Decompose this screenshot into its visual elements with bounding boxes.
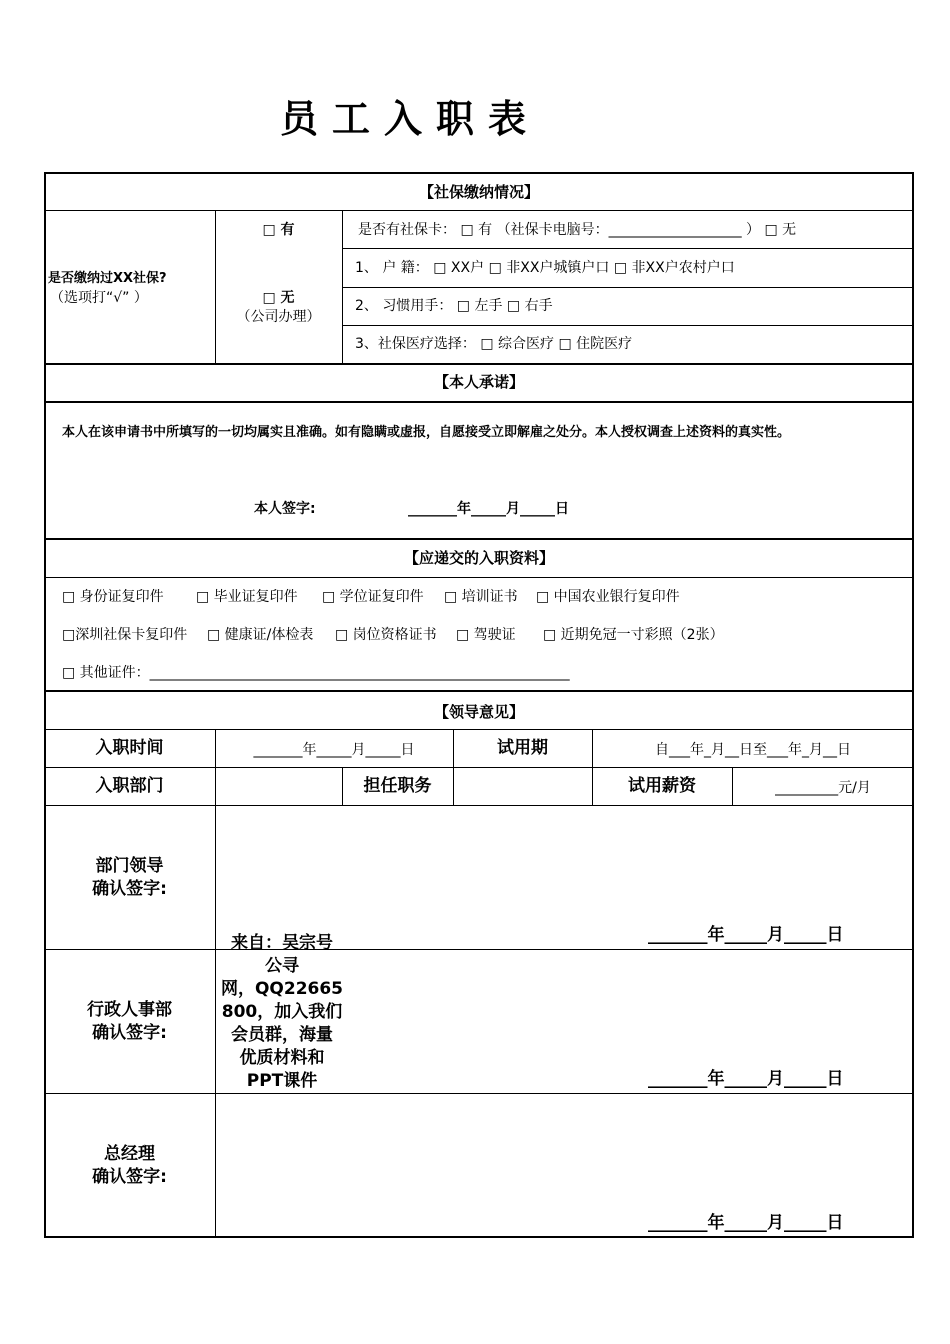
divider: [342, 248, 914, 249]
promise-section-header: 【本人承诺】: [433, 373, 524, 391]
salary-label: 试用薪资: [628, 776, 696, 796]
hr-date[interactable]: _______年_____月_____日: [648, 1069, 844, 1089]
divider: [342, 210, 343, 363]
social-card-row[interactable]: 是否有社保卡： □ 有 （社保卡电脑号：___________________ ） □ 无: [358, 222, 797, 238]
promise-date-line[interactable]: _______年_____月_____日: [408, 501, 569, 517]
hukou-row[interactable]: 1、 户 籍： □ XX户 □ 非XX户城镇户口 □ 非XX户农村户口: [355, 260, 735, 276]
doc-photo[interactable]: □ 近期免冠一寸彩照（2张）: [543, 627, 724, 643]
divider: [44, 538, 914, 540]
divider: [44, 577, 914, 578]
probation-field[interactable]: 自___年_月__日至___年_月__日: [655, 742, 851, 758]
gm-label: 总经理: [104, 1144, 155, 1164]
entry-time-field[interactable]: _______年_____月_____日: [253, 742, 415, 758]
divider: [44, 805, 914, 806]
divider: [44, 767, 914, 768]
entry-time-label: 入职时间: [95, 738, 164, 758]
doc-id-card[interactable]: □ 身份证复印件: [62, 589, 164, 605]
medical-row[interactable]: 3、社保医疗选择： □ 综合医疗 □ 住院医疗: [355, 336, 633, 352]
divider: [44, 401, 914, 403]
hr-label: 行政人事部: [87, 1000, 172, 1020]
social-section-header: 【社保缴纳情况】: [418, 183, 539, 201]
doc-qualification[interactable]: □ 岗位资格证书: [335, 627, 437, 643]
social-yes-checkbox[interactable]: □ 有: [262, 222, 295, 238]
social-question: 是否缴纳过XX社保?: [48, 271, 167, 286]
watermark-text: 来自：吴宗号 公寻 网，QQ22665 800，加入我们 会员群，海量 优质材料和 PPT课件: [220, 933, 344, 1091]
probation-label: 试用期: [497, 738, 548, 758]
dept-leader-label: 部门领导: [95, 856, 164, 876]
dept-leader-sign-label: 确认签字:: [92, 879, 167, 899]
doc-training[interactable]: □ 培训证书: [444, 589, 518, 605]
divider: [44, 690, 914, 692]
hr-sign-label: 确认签字:: [92, 1023, 167, 1043]
dept-leader-date[interactable]: _______年_____月_____日: [648, 925, 844, 945]
doc-diploma[interactable]: □ 毕业证复印件: [196, 589, 298, 605]
promise-sign-label: 本人签字:: [254, 501, 316, 517]
leader-section-header: 【领导意见】: [433, 703, 524, 721]
gm-date[interactable]: _______年_____月_____日: [648, 1213, 844, 1233]
divider: [44, 363, 914, 365]
divider: [44, 949, 914, 950]
salary-field[interactable]: _________元/月: [775, 780, 871, 796]
gm-sign-label: 确认签字:: [92, 1167, 167, 1187]
divider: [44, 1093, 914, 1094]
doc-degree[interactable]: □ 学位证复印件: [322, 589, 424, 605]
divider: [44, 210, 914, 211]
handedness-row[interactable]: 2、 习惯用手： □ 左手 □ 右手: [355, 298, 553, 314]
doc-driver-license[interactable]: □ 驾驶证: [456, 627, 516, 643]
doc-health[interactable]: □ 健康证/体检表: [207, 627, 314, 643]
promise-text: 本人在该申请书中所填写的一切均属实且准确。如有隐瞒或虚报，自愿接受立即解雇之处分。本人授权调查上述资料的真实性。: [62, 425, 791, 440]
social-no-checkbox[interactable]: □ 无: [262, 290, 295, 306]
page-title: 员工入职表: [279, 97, 540, 141]
documents-section-header: 【应递交的入职资料】: [403, 549, 554, 567]
social-question-note: （选项打“√” ）: [50, 290, 148, 306]
social-no-note: （公司办理）: [236, 309, 321, 325]
divider: [342, 287, 914, 288]
dept-label: 入职部门: [95, 776, 164, 796]
position-label: 担任职务: [363, 776, 432, 796]
divider: [44, 729, 914, 730]
doc-bank[interactable]: □ 中国农业银行复印件: [536, 589, 680, 605]
divider: [342, 325, 914, 326]
doc-other[interactable]: □ 其他证件：____________________________________________________________: [62, 665, 570, 681]
doc-social-card[interactable]: □深圳社保卡复印件: [62, 627, 188, 643]
